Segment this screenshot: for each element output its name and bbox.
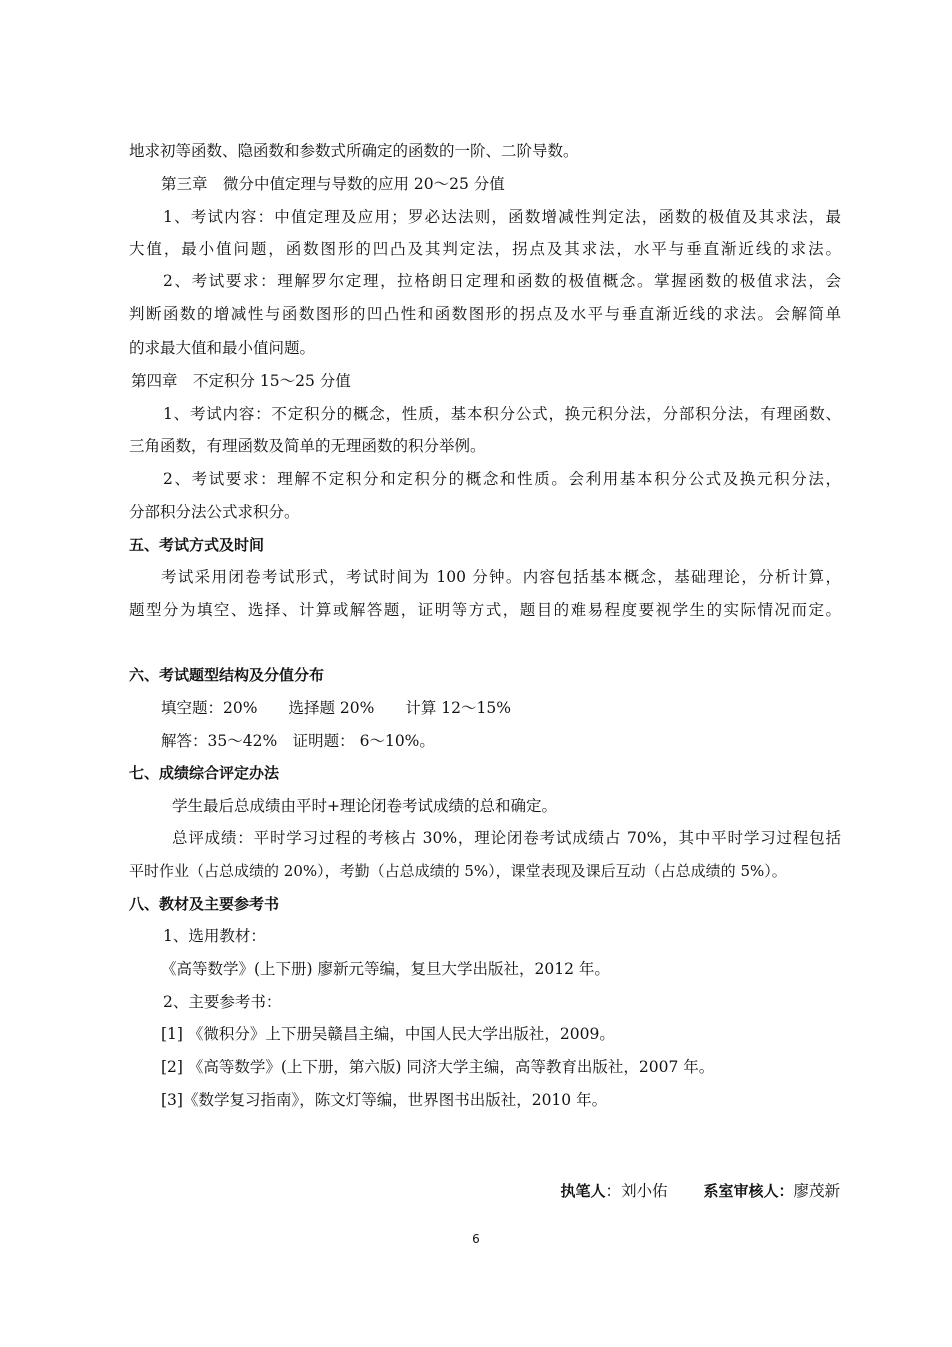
signature-line [561, 1180, 840, 1202]
writer-separator: ： [605, 1182, 622, 1200]
reviewer-separator: ： [778, 1182, 794, 1200]
body-line: 2、考试要求：理解罗尔定理，拉格朗日定理和函数的极值概念。掌握函数的极值求法，会 [163, 272, 841, 290]
body-line: 地求初等函数、隐函数和参数式所确定的函数的一阶、二阶导数。 [129, 142, 579, 160]
writer-label: 执笔人 [560, 1182, 606, 1200]
body-line: 填空题：20% 选择题 20% 计算 12～15% [161, 699, 511, 717]
reference-entry: [2] 《高等数学》(上下册，第六版) 同济大学主编，高等教育出版社，2007 年。 [161, 1058, 715, 1076]
body-line: 考试采用闭卷考试形式，考试时间为 100 分钟。内容包括基本概念，基础理论，分析计算， [161, 568, 841, 586]
page-number: 6 [472, 1232, 480, 1246]
body-line: 大值，最小值问题，函数图形的凹凸及其判定法，拐点及其求法，水平与垂直渐近线的求法。 [129, 240, 841, 258]
body-line: 2、考试要求：理解不定积分和定积分的概念和性质。会利用基本积分公式及换元积分法， [163, 470, 841, 488]
body-line: 1、选用教材： [163, 927, 266, 945]
body-line: 1、考试内容：不定积分的概念，性质，基本积分公式，换元积分法，分部积分法，有理函数、 [163, 405, 841, 423]
writer-name: 刘小佑 [621, 1182, 668, 1200]
chapter-heading: 第四章 不定积分 15～25 分值 [131, 372, 351, 390]
body-line: 的求最大值和最小值问题。 [129, 339, 316, 357]
body-line: 2、主要参考书： [163, 993, 282, 1011]
body-line: 总评成绩：平时学习过程的考核占 30%，理论闭卷考试成绩占 70%，其中平时学习过程包括 [172, 829, 841, 847]
reviewer-name: 廖茂新 [793, 1182, 840, 1200]
body-line: 题型分为填空、选择、计算或解答题，证明等方式，题目的难易程度要视学生的实际情况而定。 [129, 601, 841, 619]
reference-entry: [1] 《微积分》上下册吴赣昌主编，中国人民大学出版社，2009。 [161, 1025, 615, 1043]
reviewer-label: 系室审核人 [703, 1182, 779, 1200]
section-heading: 八、教材及主要参考书 [129, 895, 280, 913]
reference-entry: [3]《数学复习指南》，陈文灯等编，世界图书出版社，2010 年。 [161, 1091, 608, 1109]
body-line: 解答：35～42% 证明题： 6～10%。 [161, 732, 435, 750]
body-line: 1、考试内容：中值定理及应用；罗必达法则，函数增减性判定法，函数的极值及其求法，最 [163, 208, 841, 226]
body-line: 平时作业（占总成绩的 20%），考勤（占总成绩的 5%），课堂表现及课后互动（占总成绩的 5%）。 [129, 862, 787, 880]
section-heading: 六、考试题型结构及分值分布 [129, 666, 325, 684]
body-line: 三角函数，有理函数及简单的无理函数的积分举例。 [129, 437, 486, 455]
section-heading: 五、考试方式及时间 [129, 536, 265, 554]
section-heading: 七、成绩综合评定办法 [129, 764, 280, 782]
body-line: 分部积分法公式求积分。 [129, 503, 300, 521]
body-line: 判断函数的增减性与函数图形的凹凸性和函数图形的拐点及水平与垂直渐近线的求法。会解简单 [129, 305, 841, 323]
chapter-heading: 第三章 微分中值定理与导数的应用 20～25 分值 [161, 175, 505, 193]
reference-entry: 《高等数学》(上下册) 廖新元等编，复旦大学出版社，2012 年。 [161, 960, 610, 978]
body-line: 学生最后总成绩由平时+理论闭卷考试成绩的总和确定。 [172, 797, 557, 815]
